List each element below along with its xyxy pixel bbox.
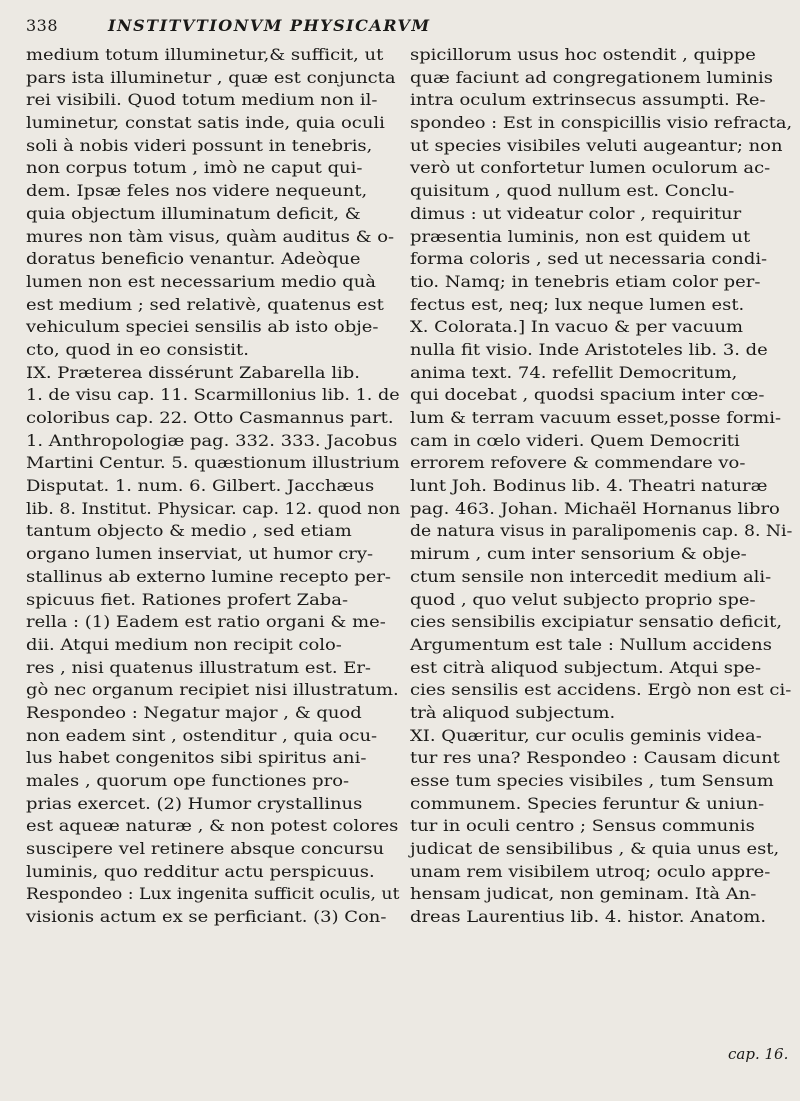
text-line: tio. Namq; in tenebris etiam color per- bbox=[410, 272, 761, 291]
text-line: forma coloris , sed ut necessaria condi- bbox=[410, 250, 768, 269]
page-number: 338 bbox=[26, 16, 59, 35]
text-line: errorem refovere & commendare vo- bbox=[410, 454, 746, 473]
text-line: tur res una? Respondeo : Causam dicunt bbox=[410, 749, 780, 768]
text-line: fectus est, neq; lux neque lumen est. bbox=[410, 295, 745, 314]
text-line: dem. Ipsæ feles nos videre nequeunt, bbox=[26, 182, 368, 201]
text-line: est medium ; sed relativè, quatenus est bbox=[26, 295, 384, 314]
catchword: cap. 16. bbox=[728, 1045, 789, 1063]
text-line: prias exercet. (2) Humor crystallinus bbox=[26, 794, 363, 813]
text-line: males , quorum ope functiones pro- bbox=[26, 772, 350, 790]
text-line: tantum objecto & medio , sed etiam bbox=[26, 522, 352, 541]
text-line: quisitum , quod nullum est. Conclu- bbox=[410, 182, 735, 201]
text-line: luminis, quo redditur actu perspicuus. bbox=[26, 862, 375, 881]
text-line: luminetur, constat satis inde, quia oculi bbox=[26, 114, 385, 133]
running-head: INSTITVTIONVM PHYSICARVM bbox=[108, 16, 431, 35]
text-line: lumen non est necessarium medio quà bbox=[26, 272, 377, 291]
text-line: suscipere vel retinere absque concursu bbox=[26, 840, 385, 859]
text-line: præsentia luminis, non est quidem ut bbox=[410, 227, 751, 246]
text-line: cto, quod in eo consistit. bbox=[26, 340, 249, 359]
text-line: spondeo : Est in conspicillis visio refracta, bbox=[410, 114, 793, 133]
text-line: esse tum species visibiles , tum Sensum bbox=[410, 772, 774, 790]
text-line: Martini Centur. 5. quæstionum illustrium bbox=[26, 454, 400, 473]
page-header bbox=[16, 14, 796, 38]
text-line: Argumentum est tale : Nullum accidens bbox=[410, 635, 772, 654]
text-line: hensam judicat, non geminam. Ità An- bbox=[410, 885, 757, 904]
text-line: doratus beneficio venantur. Adeòque bbox=[26, 250, 361, 269]
text-line: XI. Quæritur, cur oculis geminis videa- bbox=[410, 726, 762, 745]
text-line: mures non tàm visus, quàm auditus & o- bbox=[26, 227, 395, 246]
text-line: non eadem sint , ostenditur , quia ocu- bbox=[26, 726, 378, 745]
text-line: coloribus cap. 22. Otto Casmannus part. bbox=[26, 409, 394, 427]
text-line: est citrà aliquod subjectum. Atqui spe- bbox=[410, 658, 762, 677]
text-line: dreas Laurentius lib. 4. histor. Anatom. bbox=[410, 908, 767, 927]
text-line: 1. de visu cap. 11. Scarmillonius lib. 1. de bbox=[26, 386, 400, 405]
text-line: 1. Anthropologiæ pag. 332. 333. Jacobus bbox=[26, 431, 398, 450]
text-line: organo lumen inserviat, ut humor cry- bbox=[26, 545, 374, 564]
text-line: medium totum illuminetur,& sufficit, ut bbox=[26, 46, 384, 64]
text-line: tur in oculi centro ; Sensus communis bbox=[410, 817, 755, 836]
text-line: res , nisi quatenus illustratum est. Er- bbox=[26, 658, 371, 677]
text-line: communem. Species feruntur & uniun- bbox=[410, 794, 765, 813]
text-line: qui docebat , quodsi spacium inter cœ- bbox=[410, 386, 765, 405]
text-line: IX. Præterea dissérunt Zabarella lib. bbox=[26, 363, 360, 382]
text-line: ut species visibiles veluti augeantur; non bbox=[410, 136, 783, 155]
text-line: dimus : ut videatur color , requiritur bbox=[410, 204, 742, 223]
text-line: Respondeo : Lux ingenita sufficit oculis, ut bbox=[26, 885, 400, 904]
text-line: quod , quo velut subjecto proprio spe- bbox=[410, 590, 756, 609]
right-text-column bbox=[410, 44, 798, 929]
left-text-column bbox=[26, 44, 404, 929]
text-line: trà aliquod subjectum. bbox=[410, 703, 616, 722]
text-line: vehiculum speciei sensilis ab isto obje- bbox=[26, 318, 379, 337]
text-line: lum & terram vacuum esset,posse formi- bbox=[410, 409, 782, 427]
text-line: quia objectum illuminatum deficit, & bbox=[26, 204, 361, 223]
text-line: cam in cœlo videri. Quem Democriti bbox=[410, 431, 740, 450]
text-line: rei visibili. Quod totum medium non il- bbox=[26, 91, 378, 110]
text-line: visionis actum ex se perficiant. (3) Con- bbox=[26, 908, 387, 927]
text-line: anima text. 74. refellit Democritum, bbox=[410, 363, 738, 382]
text-line: lus habet congenitos sibi spiritus ani- bbox=[26, 749, 367, 768]
text-line: nulla fit visio. Inde Aristoteles lib. 3. de bbox=[410, 340, 768, 359]
text-line: pag. 463. Johan. Michaël Hornanus libro bbox=[410, 499, 780, 518]
text-line: stallinus ab externo lumine recepto per- bbox=[26, 567, 391, 586]
text-line: de natura visus in paralipomenis cap. 8. Ni- bbox=[410, 522, 793, 541]
text-line: intra oculum extrinsecus assumpti. Re- bbox=[410, 91, 766, 110]
text-line: judicat de sensibilibus , & quia unus est, bbox=[410, 840, 780, 859]
text-line: ctum sensile non intercedit medium ali- bbox=[410, 567, 772, 586]
text-line: lib. 8. Institut. Physicar. cap. 12. quod non bbox=[26, 499, 401, 518]
text-line: soli à nobis videri possunt in tenebris, bbox=[26, 136, 373, 155]
text-line: spicuus fiet. Rationes profert Zaba- bbox=[26, 590, 349, 609]
text-line: gò nec organum recipiet nisi illustratum. bbox=[26, 681, 399, 700]
text-line: dii. Atqui medium non recipit colo- bbox=[26, 635, 342, 654]
text-line: spicillorum usus hoc ostendit , quippe bbox=[410, 46, 756, 64]
text-line: cies sensilis est accidens. Ergò non est ci- bbox=[410, 681, 792, 700]
text-line: non corpus totum , imò ne caput qui- bbox=[26, 159, 363, 178]
text-line: X. Colorata.] In vacuo & per vacuum bbox=[410, 318, 744, 337]
text-line: rella : (1) Eadem est ratio organi & me- bbox=[26, 613, 386, 632]
text-line: quæ faciunt ad congregationem luminis bbox=[410, 68, 773, 87]
text-line: cies sensibilis excipiatur sensatio deficit, bbox=[410, 613, 783, 632]
text-line: mirum , cum inter sensorium & obje- bbox=[410, 545, 747, 564]
text-line: unam rem visibilem utroq; oculo appre- bbox=[410, 862, 771, 881]
text-line: Respondeo : Negatur major , & quod bbox=[26, 703, 362, 722]
text-line: verò ut confortetur lumen oculorum ac- bbox=[410, 159, 771, 178]
text-line: pars ista illuminetur , quæ est conjuncta bbox=[26, 68, 396, 87]
text-line: est aqueæ naturæ , & non potest colores bbox=[26, 817, 399, 836]
text-line: lunt Joh. Bodinus lib. 4. Theatri naturæ bbox=[410, 477, 768, 496]
text-line: Disputat. 1. num. 6. Gilbert. Jacchæus bbox=[26, 477, 375, 496]
